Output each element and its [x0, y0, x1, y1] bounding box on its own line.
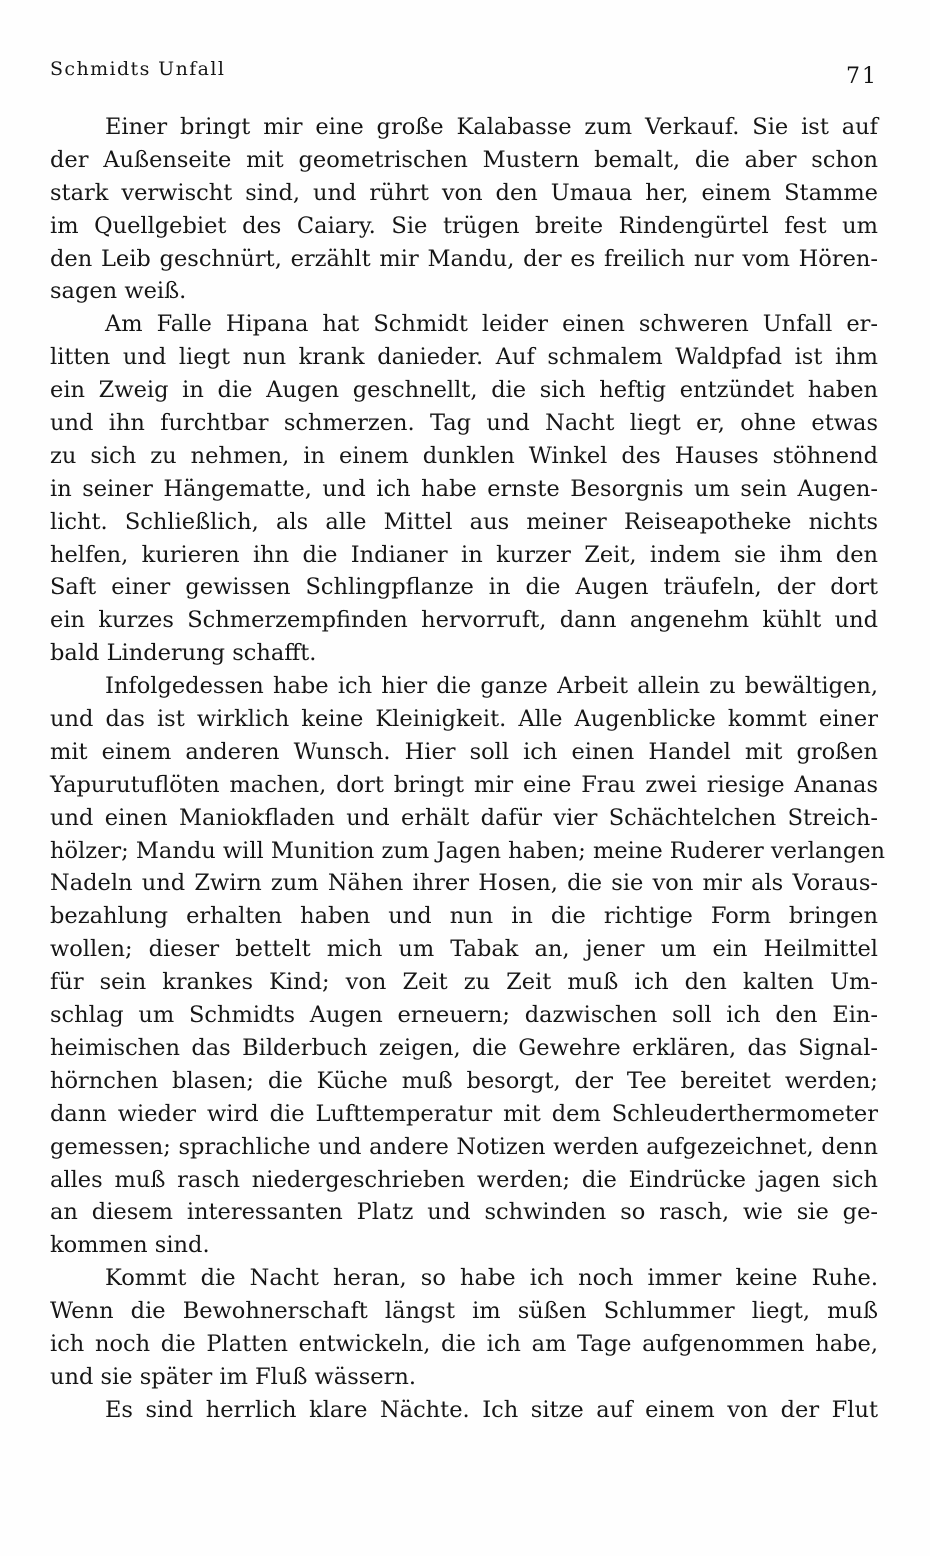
text-line: bezahlung erhalten haben und nun in die richtige Form bringen: [50, 903, 878, 930]
text-line: ein Zweig in die Augen geschnellt, die sich heftig entzündet haben: [50, 377, 878, 404]
text-line: wollen; dieser bettelt mich um Tabak an, jener um ein Heilmittel: [50, 936, 878, 963]
text-line: Es sind herrlich klare Nächte. Ich sitze auf einem von der Flut: [105, 1396, 878, 1423]
text-line: ich noch die Platten entwickeln, die ich am Tage aufgenommen habe,: [50, 1330, 878, 1357]
text-line: zu sich zu nehmen, in einem dunklen Winkel des Hauses stöhnend: [50, 442, 878, 469]
text-line: in seiner Hängematte, und ich habe ernste Besorgnis um sein Augen-: [50, 475, 878, 502]
page-number: 71: [846, 64, 878, 89]
text-line: ein kurzes Schmerzempfinden hervorruft, dann angenehm kühlt und: [50, 607, 878, 634]
text-line: dann wieder wird die Lufttemperatur mit dem Schleuderthermometer: [50, 1100, 878, 1127]
paragraph: [50, 1262, 878, 1394]
text-line: an diesem interessanten Platz und schwinden so rasch, wie sie ge-: [50, 1199, 878, 1226]
running-title: Schmidts Unfall: [50, 58, 226, 80]
text-line: litten und liegt nun krank danieder. Auf schmalem Waldpfad ist ihm: [50, 344, 878, 371]
text-line: Wenn die Bewohnerschaft längst im süßen Schlummer liegt, muß: [50, 1298, 878, 1325]
text-line: Nadeln und Zwirn zum Nähen ihrer Hosen, die sie von mir als Voraus-: [50, 870, 878, 897]
paragraph: [50, 308, 878, 670]
text-line: den Leib geschnürt, erzählt mir Mandu, der es freilich nur vom Hören-: [50, 245, 878, 272]
text-line: im Quellgebiet des Caiary. Sie trügen breite Rindengürtel fest um: [50, 212, 878, 239]
text-line: für sein krankes Kind; von Zeit zu Zeit muß ich den kalten Um-: [50, 969, 878, 996]
text-line: der Außenseite mit geometrischen Mustern bemalt, die aber schon: [50, 146, 878, 173]
text-line: helfen, kurieren ihn die Indianer in kurzer Zeit, indem sie ihm den: [50, 541, 878, 568]
text-line: gemessen; sprachliche und andere Notizen werden aufgezeichnet, denn: [50, 1133, 878, 1160]
text-line: schlag um Schmidts Augen erneuern; dazwischen soll ich den Ein-: [50, 1002, 878, 1029]
text-line: Saft einer gewissen Schlingpflanze in die Augen träufeln, der dort: [50, 574, 878, 601]
text-line: und das ist wirklich keine Kleinigkeit. Alle Augenblicke kommt einer: [50, 706, 878, 733]
text-line: hölzer; Mandu will Munition zum Jagen haben; meine Ruderer verlangen: [50, 837, 886, 864]
text-line: alles muß rasch niedergeschrieben werden; die Eindrücke jagen sich: [50, 1166, 878, 1193]
text-line: Einer bringt mir eine große Kalabasse zum Verkauf. Sie ist auf: [105, 114, 878, 140]
paragraph: [50, 670, 886, 1262]
text-line: heimischen das Bilderbuch zeigen, die Gewehre erklären, das Signal-: [50, 1034, 878, 1061]
text-line: licht. Schließlich, als alle Mittel aus meiner Reiseapotheke nichts: [50, 508, 878, 535]
paragraph: [50, 1394, 878, 1427]
text-line: stark verwischt sind, und rührt von den Umaua her, einem Stamme: [50, 179, 878, 206]
text-line: bald Linderung schafft.: [50, 640, 317, 667]
text-line: kommen sind.: [50, 1232, 210, 1259]
paragraph: [50, 111, 878, 308]
text-line: mit einem anderen Wunsch. Hier soll ich einen Handel mit großen: [50, 738, 878, 765]
text-line: Yapurutuflöten machen, dort bringt mir eine Frau zwei riesige Ananas: [50, 771, 878, 798]
text-line: und einen Maniokfladen und erhält dafür vier Schächtelchen Streich-: [50, 804, 878, 831]
text-line: sagen weiß.: [50, 278, 187, 305]
text-line: Kommt die Nacht heran, so habe ich noch immer keine Ruhe.: [105, 1265, 878, 1292]
page-header: [50, 52, 878, 89]
text-line: und sie später im Fluß wässern.: [50, 1363, 417, 1390]
body-text: [50, 111, 886, 1427]
text-line: hörnchen blasen; die Küche muß besorgt, der Tee bereitet werden;: [50, 1067, 878, 1094]
text-line: Am Falle Hipana hat Schmidt leider einen schweren Unfall er-: [105, 311, 878, 338]
text-line: und ihn furchtbar schmerzen. Tag und Nacht liegt er, ohne etwas: [50, 410, 878, 437]
text-line: Infolgedessen habe ich hier die ganze Arbeit allein zu bewältigen,: [105, 673, 878, 700]
